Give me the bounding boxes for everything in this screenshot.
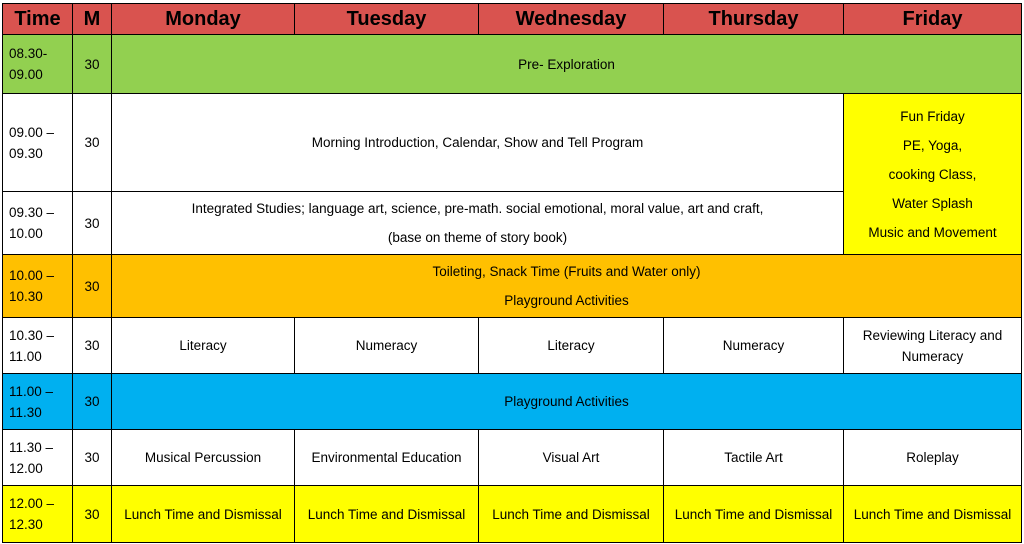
time-cell (3, 255, 73, 318)
time-start: 11.00 – (9, 383, 54, 399)
monday-cell: Musical Percussion (112, 430, 295, 486)
minutes-cell: 30 (73, 318, 112, 374)
wednesday-cell: Lunch Time and Dismissal (479, 486, 664, 543)
schedule-row (3, 94, 1022, 192)
wednesday-cell: Visual Art (479, 430, 664, 486)
activity-line: Toileting, Snack Time (Fruits and Water only) (432, 264, 701, 279)
time-cell (3, 35, 73, 94)
schedule-row (3, 486, 1022, 543)
time-end: 09.00 (9, 67, 43, 82)
thursday-cell: Lunch Time and Dismissal (664, 486, 844, 543)
friday-line: PE, Yoga, (902, 137, 963, 153)
header-row (3, 4, 1022, 35)
monday-cell: Lunch Time and Dismissal (112, 486, 295, 543)
time-start: 12.00 – (9, 496, 55, 511)
schedule-row (3, 35, 1022, 94)
activity-line: (base on theme of story book) (387, 230, 568, 245)
time-cell (3, 94, 73, 192)
time-end: 09.30 (9, 145, 43, 161)
minutes-cell: 30 (73, 192, 112, 255)
time-end: 11.30 (9, 404, 42, 420)
header-tuesday: Tuesday (295, 4, 479, 35)
friday-line: Fun Friday (900, 108, 965, 124)
friday-line: cooking Class, (888, 166, 977, 182)
wednesday-cell: Literacy (479, 318, 664, 374)
schedule-row (3, 255, 1022, 318)
minutes-cell: 30 (73, 374, 112, 430)
activity-cell: Morning Introduction, Calendar, Show and Tell Program (112, 94, 844, 192)
time-start: 09.30 – (9, 205, 55, 220)
header-time: Time (3, 4, 73, 35)
time-start: 11.30 – (9, 439, 54, 455)
activity-cell (112, 255, 1022, 318)
activity-line: Playground Activities (504, 293, 629, 308)
friday-activity-cell (844, 94, 1022, 255)
time-start: 08.30- (9, 46, 48, 61)
time-end: 11.00 (9, 348, 42, 364)
minutes-cell: 30 (73, 94, 112, 192)
header-wednesday: Wednesday (479, 4, 664, 35)
schedule-row (3, 374, 1022, 430)
friday-line: Music and Movement (868, 224, 997, 240)
thursday-cell: Tactile Art (664, 430, 844, 486)
monday-cell: Literacy (112, 318, 295, 374)
header-thursday: Thursday (664, 4, 844, 35)
tuesday-cell: Environmental Education (295, 430, 479, 486)
tuesday-cell: Lunch Time and Dismissal (295, 486, 479, 543)
thursday-cell: Numeracy (664, 318, 844, 374)
activity-cell (112, 192, 844, 255)
time-start: 09.00 – (9, 124, 55, 140)
friday-cell: Reviewing Literacy and Numeracy (844, 318, 1022, 374)
friday-cell: Roleplay (844, 430, 1022, 486)
friday-line: Water Splash (892, 195, 973, 211)
time-end: 12.30 (9, 517, 43, 532)
schedule-row (3, 318, 1022, 374)
activity-cell: Pre- Exploration (112, 35, 1022, 94)
time-end: 12.00 (9, 460, 43, 476)
friday-cell: Lunch Time and Dismissal (844, 486, 1022, 543)
minutes-cell: 30 (73, 35, 112, 94)
minutes-cell: 30 (73, 255, 112, 318)
header-monday: Monday (112, 4, 295, 35)
time-cell (3, 430, 73, 486)
schedule-table (2, 3, 1022, 543)
time-cell (3, 486, 73, 543)
tuesday-cell: Numeracy (295, 318, 479, 374)
activity-cell: Playground Activities (112, 374, 1022, 430)
time-cell (3, 374, 73, 430)
time-end: 10.00 (9, 226, 43, 241)
header-friday: Friday (844, 4, 1022, 35)
time-start: 10.30 – (9, 327, 55, 343)
header-minutes: M (73, 4, 112, 35)
activity-line: Integrated Studies; language art, science, pre-math. social emotional, moral value, art and craft, (191, 201, 764, 216)
minutes-cell: 30 (73, 486, 112, 543)
schedule-row (3, 430, 1022, 486)
time-end: 10.30 (9, 289, 43, 304)
time-cell (3, 192, 73, 255)
time-cell (3, 318, 73, 374)
time-start: 10.00 – (9, 268, 55, 283)
minutes-cell: 30 (73, 430, 112, 486)
